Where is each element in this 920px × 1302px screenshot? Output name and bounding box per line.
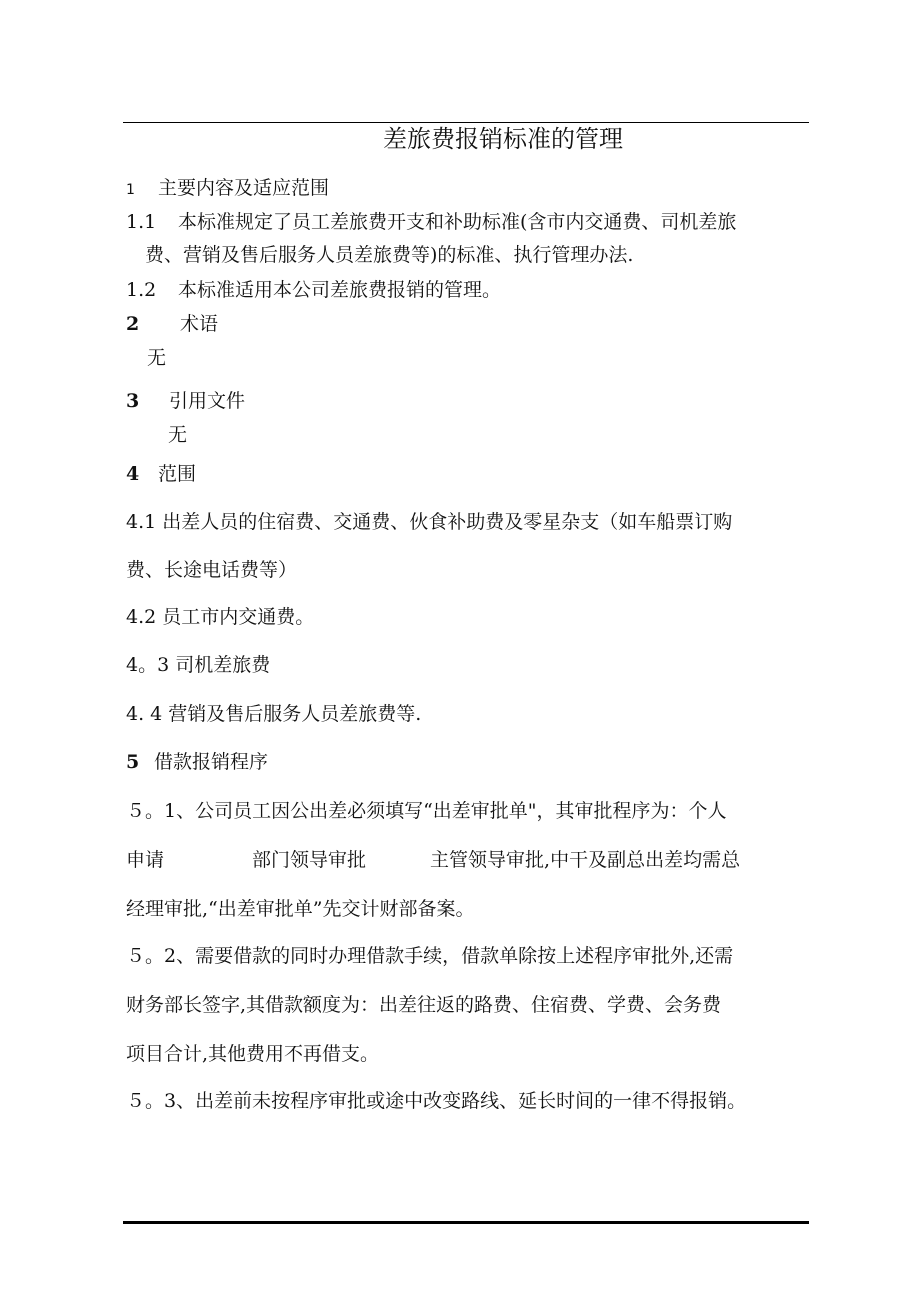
section-4-title: 范围 [158,463,197,485]
clause-5-1-line2 [126,848,740,872]
header-rule [123,122,809,123]
clause-1-1-line1 [126,210,736,234]
clause-1-1-text-1: 本标准规定了员工差旅费开支和补助标准(含市内交通费、司机差旅 [178,211,737,233]
section-3-content: 无 [168,424,188,446]
clause-1-2 [126,278,501,302]
section-3-heading [126,389,245,413]
clause-5-3: ５。3、出差前未按程序审批或途中改变路线、延长时间的一律不得报销。 [126,1090,747,1112]
section-2-content: 无 [147,347,167,369]
section-2-number: 2 [126,313,140,335]
clause-1-2-number: 1.2 [126,279,157,301]
section-2-heading [126,312,218,336]
clause-4-3: 4。3 司机差旅费 [126,654,271,676]
clause-5-1-line1: ５。1、公司员工因公出差必须填写“出差审批单"，其审批程序为：个人 [126,800,727,822]
flow-step-apply: 申请 [126,849,165,871]
clause-5-1-line3: 经理审批,“出差审批单”先交计财部备案。 [126,898,475,920]
document-title: 差旅费报销标准的管理 [383,125,623,153]
section-1-title: 主要内容及适应范围 [158,177,330,199]
clause-4-4: 4. 4 营销及售后服务人员差旅费等. [126,703,422,725]
clause-4-2: 4.2 员工市内交通费。 [126,606,315,628]
clause-5-2-line1: ５。2、需要借款的同时办理借款手续，借款单除按上述程序审批外,还需 [126,945,734,967]
section-5-heading [126,750,268,774]
clause-5-2-line3: 项目合计,其他费用不再借支。 [126,1043,380,1065]
clause-5-2-line2: 财务部长签字,其借款额度为：出差往返的路费、住宿费、学费、会务费 [126,994,722,1016]
flow-step-manager-approval: 主管领导审批,中干及副总出差均需总 [430,849,741,871]
section-5-title: 借款报销程序 [154,751,269,773]
section-3-number: 3 [126,390,140,412]
section-3-title: 引用文件 [169,390,246,412]
flow-step-dept-approval: 部门领导审批 [252,849,367,871]
section-4-heading [126,462,196,486]
clause-4-1-line1: 4.1 出差人员的住宿费、交通费、伙食补助费及零星杂支（如车船票订购 [126,511,733,533]
section-2-title: 术语 [180,313,219,335]
section-4-number: 4 [126,463,140,485]
footer-rule [123,1221,809,1224]
section-1-heading [126,176,329,202]
section-1-number: 1 [126,182,135,198]
clause-1-1-text-2: 费、营销及售后服务人员差旅费等)的标准、执行管理办法. [145,244,634,266]
clause-4-1-line2: 费、长途电话费等） [126,559,298,581]
section-5-number: 5 [126,751,140,773]
clause-1-1-number: 1.1 [126,211,157,233]
clause-1-2-text: 本标准适用本公司差旅费报销的管理。 [178,279,502,301]
